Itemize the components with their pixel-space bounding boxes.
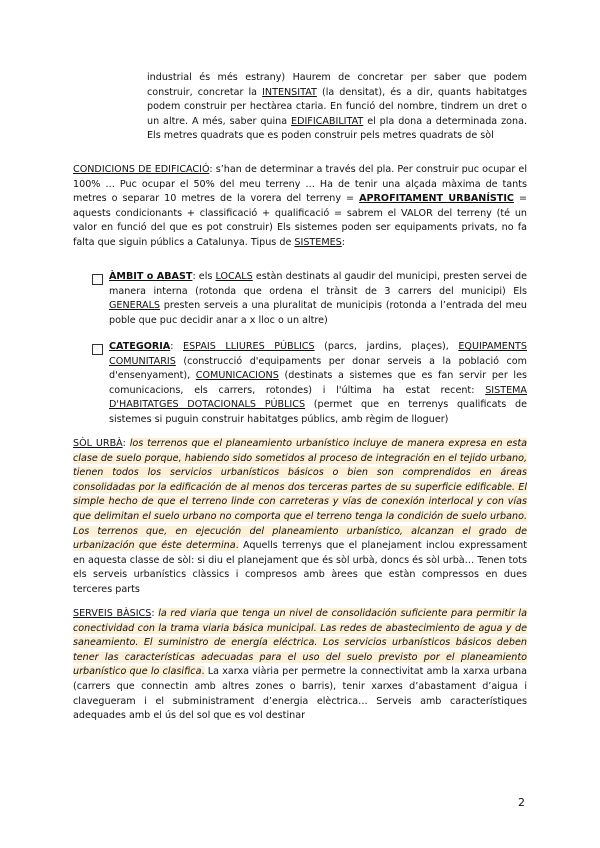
text: = aquests condicionants + classificació + qualificació = sabrem el VALOR del terreny (té un valor en funció del que es pot construir) Els sistemes poden ser equipaments privats, no fa falta que siguin públics a Catalunya. Tipus de [73, 193, 528, 248]
heading-serveis-basics: SERVEIS BÀSICS [73, 608, 152, 619]
term-sistemes: SISTEMES [294, 236, 342, 248]
text: : [122, 438, 130, 449]
term-categoria: CATEGORIA [109, 341, 171, 352]
text: (parcs, jardins, plaçes), [314, 341, 459, 352]
term-espais: ESPAIS LLIURES PÚBLICS [183, 341, 315, 352]
text: industrial és més estrany) Haurem de concretar per saber que podem construir, concretar la [147, 72, 527, 98]
heading-sol-urba: SÒL URBÀ [73, 438, 123, 449]
paragraph-sol-urba [73, 437, 527, 598]
term-generals: GENERALS [109, 300, 161, 312]
bullet-categoria [109, 340, 527, 428]
text: estàn destinats al gaudir del municipi, presten servei de manera interna (rotonda que ordena el trànsit de 3 carrers del municipi) Els [109, 271, 528, 297]
checkbox-icon [92, 274, 103, 285]
heading-condicions: CONDICIONS DE EDIFICACIÓ [73, 164, 210, 175]
term-locals: LOCALS [215, 271, 253, 282]
text: : s’han de determinar a través del pla. Per construir puc ocupar el 100% … Puc ocupar el 50% del meu terreny … Ha de tenir una alçada màxima de tants metres o separar 10 metres de la vorera del terreny = [73, 164, 527, 205]
page-number: 2 [518, 796, 525, 809]
term-comunicacions: COMUNICACIONS [195, 370, 279, 382]
text: (la densitat), és a dir, quants habitatges podem construir per hectàrea ctaria. En funció del nombre, tindrem un dret o un altre. A més, saber quina [147, 86, 527, 127]
text: . [201, 666, 205, 678]
paragraph-intensitat [147, 71, 527, 144]
text: : [151, 608, 159, 619]
text: presten serveis a una pluralitat de municipis (rotonda a l’entrada del meu poble que puc decidir anar a x lloc o un altre) [109, 300, 527, 326]
paragraph-serveis-basics [73, 607, 527, 724]
term-sistema-habitatges: SISTEMA D'HABITATGES DOTACIONALS PÚBLICS [109, 384, 527, 411]
text: La xarxa viària per permetre la connectivitat amb la xarxa urbana (carrers que connectin amb altres zones o barris), tenir xarxes d’abastament d’aigua i clavegueram i el subministrament d’energia elèctrica… Serveis amb característiques adequades amb el ús del sol que es vol destinar [73, 666, 527, 722]
term-ambit: ÀMBIT o ABAST [109, 271, 193, 282]
text: (construcció d'equipaments per donar serveis a la població com d'ensenyament), [109, 355, 527, 382]
text: : [341, 236, 346, 248]
term-equipaments: EQUIPAMENTS COMUNITARIS [109, 341, 527, 367]
text: (permet que en terrenys qualificats de sistemes si puguin construir habitatges públics, amb règim de lloguer) [109, 399, 527, 425]
text: (destinats a sistemes que es fan servir per les comunicacions, els carrers, rotondes) i l'última ha estat recent: [109, 370, 527, 396]
term-edificabilitat: EDIFICABILITAT [291, 115, 364, 127]
text: : els [192, 271, 216, 282]
paragraph-condicions [73, 163, 527, 251]
text: Aquells terrenys que el planejament inclou expressament en aquesta classe de sòl: si diu el planejament que és sòl urbà, doncs és sòl urbà… Tenen tots els serveis urbanístics clàssics i compresos amb àrees que estàn compressos en dues terceres parts [73, 540, 528, 595]
checkbox-icon [92, 344, 103, 355]
text: el pla dona a determinada zona. Els metres quadrats que es poden construir pels metres quadrats de sòl [147, 115, 527, 142]
bullet-ambit [109, 270, 527, 328]
text: : [170, 341, 184, 352]
highlighted-quote: los terrenos que el planeamiento urbanístico incluye de manera expresa en esta clase de suelo porque, habiendo sido sometidos al proceso de integración en el tejido urbano, tienen todos los servicios urbanísticos básicos o bien son comprendidos en áreas consolidadas por la edificación de al menos dos terceras partes de su superficie edificable. El simple hecho de que el terreno linde con carreteras y vías de conexión interlocal y con vías que delimitan el suelo urbano no comporta que el terreno tenga la condición de suelo urbano. Los terrenos que, en ejecución del planeamiento urbanístico, alcanzan el grado de urbanización que éste determina [73, 438, 527, 552]
term-intensitat: INTENSITAT [262, 86, 317, 98]
highlighted-quote: la red viaria que tenga un nivel de consolidación suficiente para permitir la conectividad con la trama viaria básica municipal. Las redes de abastecimiento de agua y de saneamiento. El suministro de energía eléctrica. Los servicios urbanísticos básicos deben tener las características adecuadas para el uso del suelo previsto por el planeamiento urbanístico que lo clasifica [73, 608, 527, 678]
term-aprofitament: APROFITAMENT URBANÍSTIC [359, 193, 514, 205]
text: . [235, 540, 239, 552]
